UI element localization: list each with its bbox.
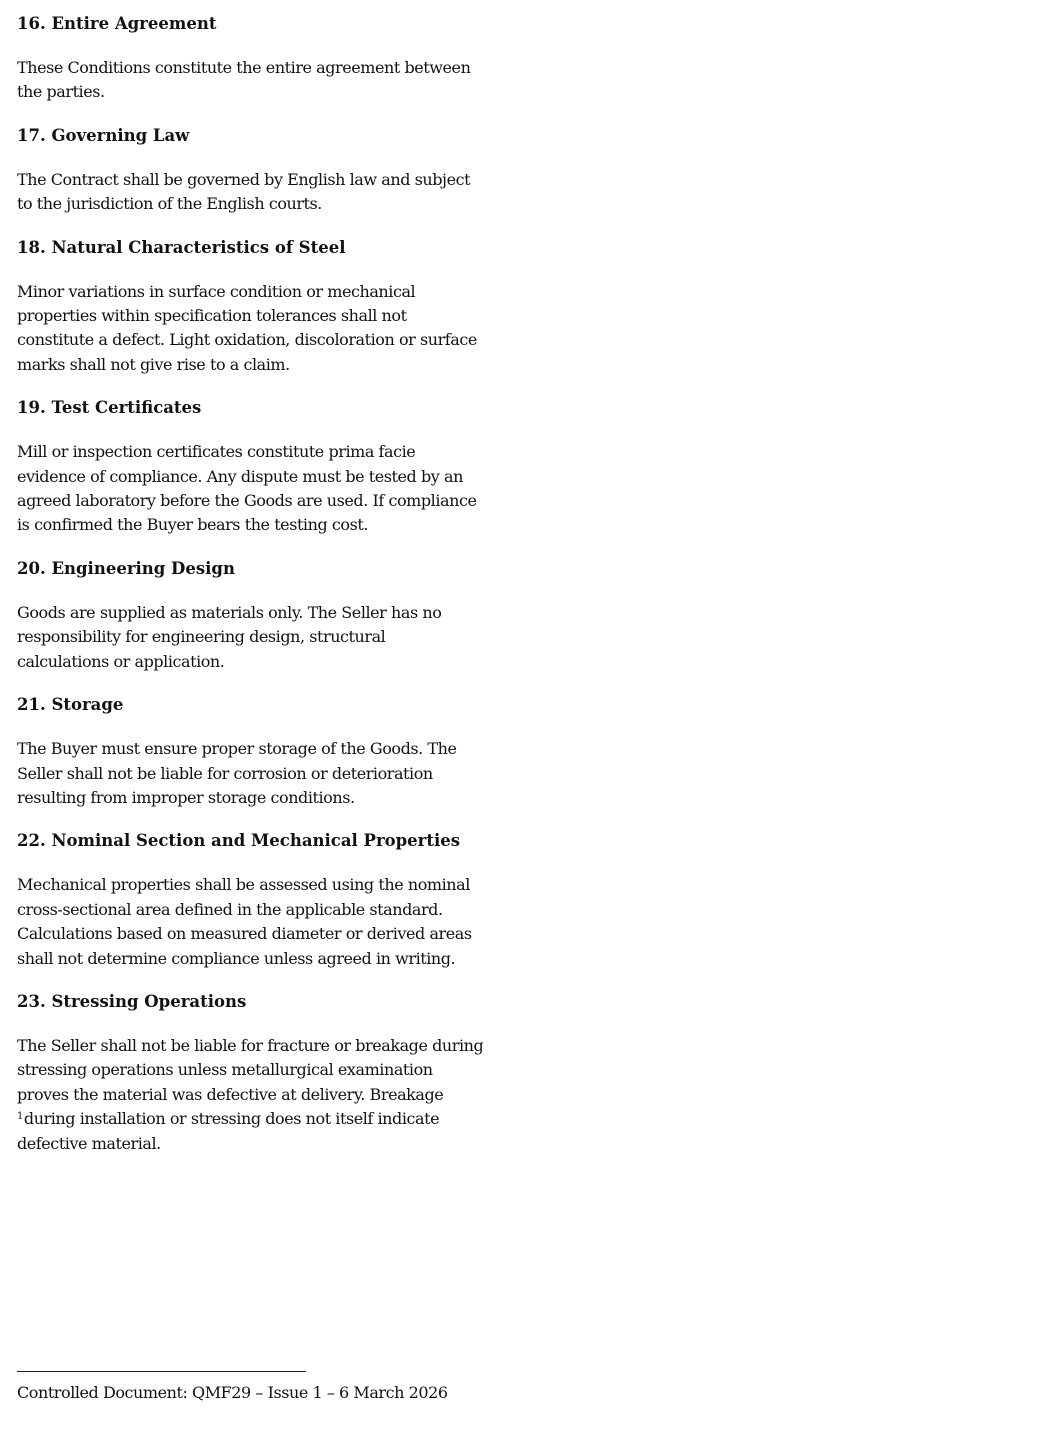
body-line: is confirmed the Buyer bears the testing cost. bbox=[17, 515, 368, 535]
terms-document bbox=[17, 12, 487, 1175]
section-body-stressing-operations bbox=[17, 1034, 487, 1156]
section-heading-nominal-section: 22. Nominal Section and Mechanical Properties bbox=[17, 831, 461, 851]
section-heading-entire-agreement: 16. Entire Agreement bbox=[17, 14, 217, 33]
body-line: marks shall not give rise to a claim. bbox=[17, 354, 290, 374]
body-line: Goods are supplied as materials only. The Seller has no bbox=[17, 602, 442, 622]
body-line: cross-sectional area defined in the applicable standard. bbox=[17, 899, 443, 919]
section-body-entire-agreement bbox=[17, 56, 487, 105]
body-line: stressing operations unless metallurgical examination bbox=[17, 1060, 433, 1080]
body-line: proves the material was defective at delivery. Breakage bbox=[17, 1084, 444, 1104]
section-body-test-certificates bbox=[17, 440, 487, 538]
body-line: the parties. bbox=[17, 82, 105, 102]
section-heading-storage: 21. Storage bbox=[17, 695, 124, 715]
section-body-natural-characteristics bbox=[17, 280, 487, 378]
body-line-text: during installation or stressing does not itself indicate bbox=[23, 1109, 440, 1129]
body-line: shall not determine compliance unless agreed in writing. bbox=[17, 948, 456, 968]
body-line: Seller shall not be liable for corrosion or deterioration bbox=[17, 763, 433, 783]
section-body-nominal-section bbox=[17, 873, 487, 971]
body-line: properties within specification tolerances shall not bbox=[17, 306, 407, 326]
body-line: calculations or application. bbox=[17, 651, 225, 671]
section-heading-stressing-operations: 23. Stressing Operations bbox=[17, 991, 247, 1011]
footnote-marker[interactable]: 1 bbox=[17, 1111, 23, 1123]
body-line: Mechanical properties shall be assessed using the nominal bbox=[17, 875, 470, 895]
section-body-storage bbox=[17, 737, 487, 810]
body-line: defective material. bbox=[17, 1133, 161, 1153]
body-line: These Conditions constitute the entire agreement between bbox=[17, 58, 471, 77]
document-control-footer: Controlled Document: QMF29 – Issue 1 – 6 March 2026 bbox=[17, 1383, 448, 1402]
body-line: Minor variations in surface condition or mechanical bbox=[17, 281, 416, 301]
section-heading-natural-characteristics: 18. Natural Characteristics of Steel bbox=[17, 237, 346, 257]
body-line: evidence of compliance. Any dispute must be tested by an bbox=[17, 466, 463, 486]
body-line: Mill or inspection certificates constitute prima facie bbox=[17, 442, 416, 462]
section-body-engineering-design bbox=[17, 601, 487, 674]
section-heading-engineering-design: 20. Engineering Design bbox=[17, 558, 235, 578]
body-line: constitute a defect. Light oxidation, discoloration or surface bbox=[17, 330, 477, 350]
body-line-with-footnote bbox=[17, 1107, 487, 1131]
body-line: resulting from improper storage conditions. bbox=[17, 787, 355, 807]
section-heading-test-certificates: 19. Test Certificates bbox=[17, 398, 202, 418]
section-heading-governing-law: 17. Governing Law bbox=[17, 125, 190, 145]
body-line: agreed laboratory before the Goods are used. If compliance bbox=[17, 491, 477, 511]
body-line: The Seller shall not be liable for fracture or breakage during bbox=[17, 1035, 484, 1055]
body-line: The Contract shall be governed by English law and subject bbox=[17, 169, 471, 189]
section-body-governing-law bbox=[17, 168, 487, 217]
body-line: Calculations based on measured diameter or derived areas bbox=[17, 924, 472, 944]
footnote-divider bbox=[17, 1371, 306, 1372]
body-line: responsibility for engineering design, structural bbox=[17, 627, 386, 647]
body-line: to the jurisdiction of the English courts. bbox=[17, 194, 322, 214]
body-line: The Buyer must ensure proper storage of the Goods. The bbox=[17, 739, 457, 759]
